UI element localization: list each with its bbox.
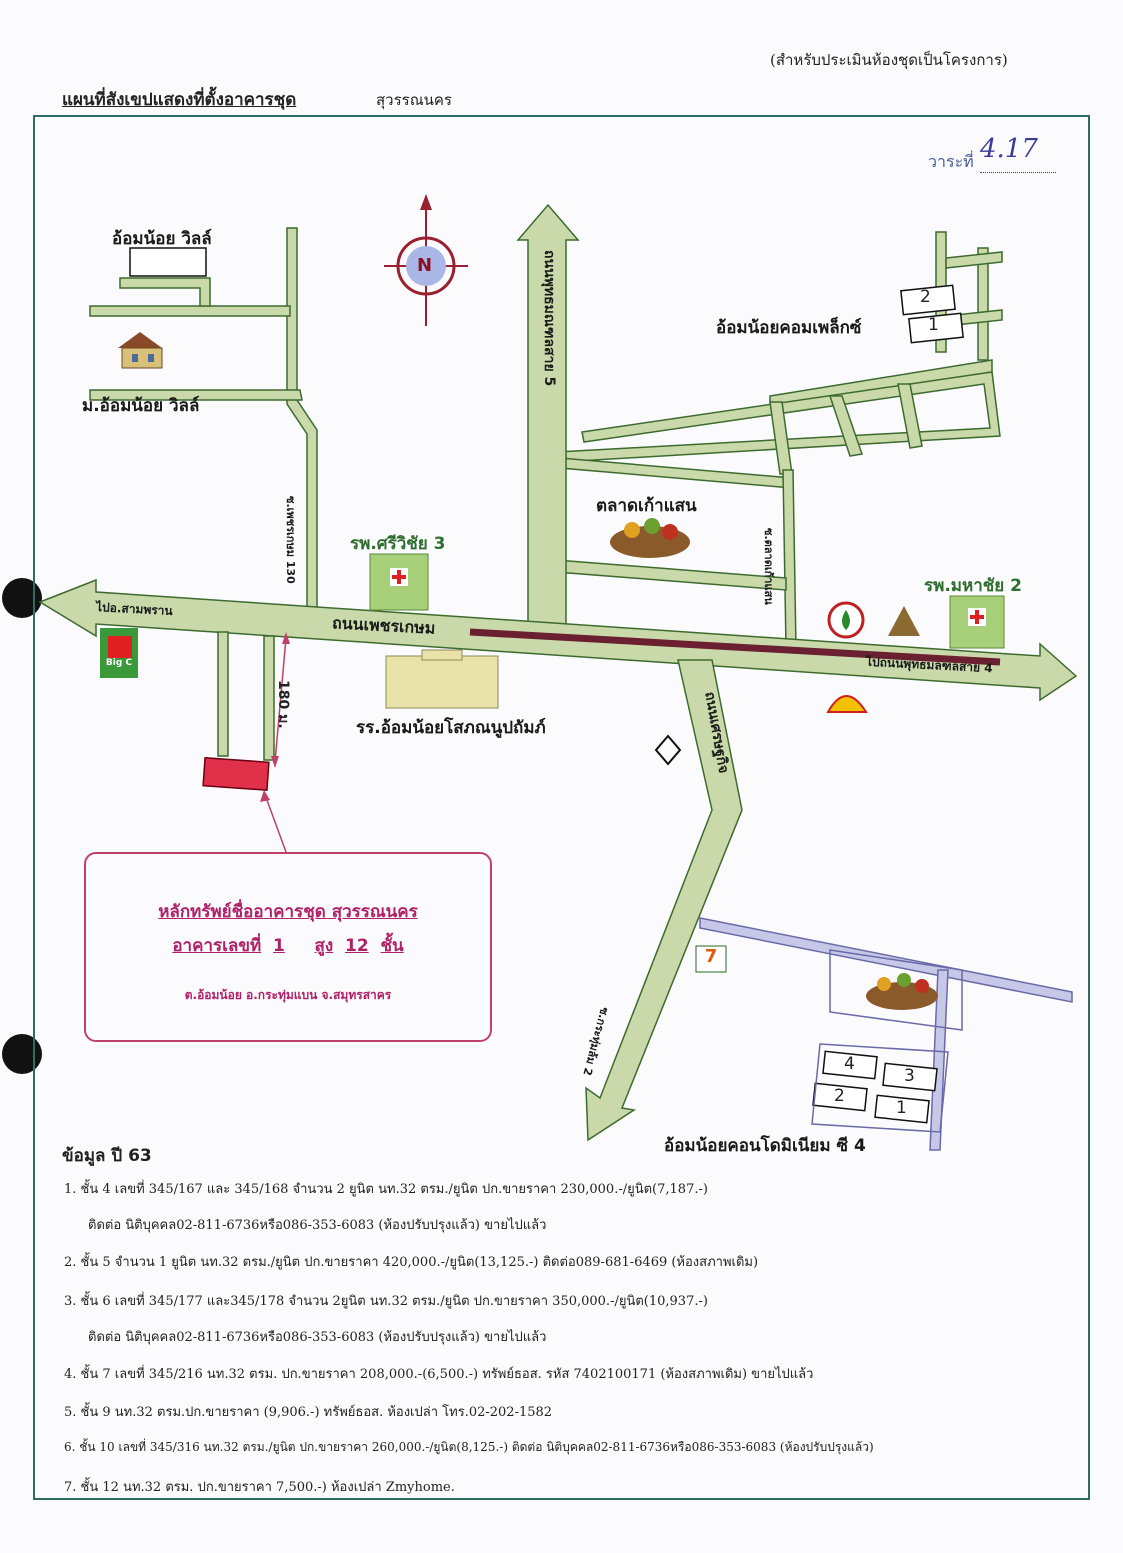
target-building: [203, 758, 269, 790]
label-condo: อ้อมน้อยคอนโดมิเนียม ซี 4: [664, 1136, 866, 1156]
shell-icon: [828, 696, 866, 712]
condo-number-3: 3: [904, 1066, 915, 1086]
callout-address: ต.อ้อมน้อย อ.กระทุ่มแบน จ.สมุทรสาคร: [184, 988, 392, 1002]
callout-pointer: [264, 792, 286, 852]
big-c-text: Big C: [105, 658, 133, 668]
project-name: สุวรรณนคร: [376, 91, 452, 109]
label-distance: 180 ม.: [275, 680, 291, 729]
complex-number-1: 1: [928, 315, 939, 335]
label-village-top: อ้อมน้อย วิลล์: [112, 229, 212, 249]
market-basket-icon: [610, 518, 690, 558]
road-market-cross: [556, 560, 786, 590]
village-top-box: [130, 248, 206, 276]
seven-eleven-text: 7: [704, 946, 718, 967]
info-line: 6. ชั้น 10 เลขที่ 345/316 นท.32 ตรม./ยูนิต ปก.ขายราคา 260,000.-/ยูนิต(8,125.-) ติดต่อ นิติบุคคล02-811-6736หรือ086-353-6083 (ห้องปรับปรุงแล้ว): [64, 1440, 874, 1454]
condo-number-4: 4: [844, 1054, 855, 1074]
compass-letter: N: [417, 255, 433, 276]
market-basket-icon: [866, 973, 938, 1010]
hospital-icon: [370, 554, 428, 610]
condo-number-1: 1: [896, 1098, 907, 1118]
info-line: 3. ชั้น 6 เลขที่ 345/177 และ345/178 จำนวน 2ยูนิต นท.32 ตรม./ยูนิต ปก.ขายราคา 350,000.-/ยูนิต(10,937.-): [64, 1294, 708, 1309]
info-line: ติดต่อ นิติบุคคล02-811-6736หรือ086-353-6083 (ห้องปรับปรุงแล้ว) ขายไปแล้ว: [88, 1330, 547, 1345]
road-target: [218, 632, 228, 756]
label-to-phutthamonthon: ไปถนนพุทธมลฑลสาย 4: [865, 654, 993, 676]
callout-height-label: สูง: [314, 936, 334, 956]
label-road-north: ถนนพุทธมณฑลสาย 5: [541, 250, 557, 387]
agenda-label: วาระที่: [928, 152, 974, 171]
label-soi-market: ซ.ตลาดเก้าแสน: [762, 528, 775, 605]
label-school: รร.อ้อมน้อยโสภณนูปถัมภ์: [356, 718, 546, 738]
info-line: 2. ชั้น 5 จำนวน 1 ยูนิต นท.32 ตรม./ยูนิต ปก.ขายราคา 420,000.-/ยูนิต(13,125.-) ติดต่อ089-681-6469 (ห้องสภาพเดิม): [64, 1255, 759, 1270]
bank-icon-2: [888, 606, 920, 636]
info-line: 5. ชั้น 9 นท.32 ตรม.ปก.ขายราคา (9,906.-) ทรัพย์ธอส. ห้องเปล่า โทร.02-202-1582: [64, 1405, 553, 1420]
agenda-number: 4.17: [980, 134, 1038, 164]
callout-building: [86, 932, 490, 959]
condo-number-2: 2: [834, 1086, 845, 1106]
callout-building-no: 1: [273, 936, 285, 956]
callout-title: หลักทรัพย์ชื่ออาคารชุด สุวรรณนคร: [158, 902, 418, 922]
road-village-2: [120, 278, 210, 306]
info-line: 1. ชั้น 4 เลขที่ 345/167 และ 345/168 จำนวน 2 ยูนิต นท.32 ตรม./ยูนิต ปก.ขายราคา 230,000.-/ยูนิต(7,187.-): [64, 1182, 708, 1197]
school-icon: [386, 650, 498, 708]
fuel-icon: [656, 736, 680, 764]
property-callout: [84, 852, 492, 1042]
label-hospital-1: รพ.ศรีวิชัย 3: [350, 534, 446, 554]
hospital-icon: [950, 596, 1004, 648]
label-road-south: ถนนเศรษฐกิจ: [701, 690, 732, 775]
road-network-e: [560, 458, 792, 488]
label-market: ตลาดเก้าแสน: [596, 496, 697, 516]
label-soi-south: ซ.กระทุ่มล้ม 2: [580, 1005, 612, 1077]
road-network-c: [830, 396, 862, 456]
label-hospital-2: รพ.มหาชัย 2: [924, 576, 1022, 596]
info-line: 4. ชั้น 7 เลขที่ 345/216 นท.32 ตรม. ปก.ขายราคา 208,000.-(6,500.-) ทรัพย์ธอส. รหัส 7402100171 (ห้องสภาพเดิม) ขายไปแล้ว: [64, 1367, 814, 1382]
info-line: ติดต่อ นิติบุคคล02-811-6736หรือ086-353-6083 (ห้องปรับปรุงแล้ว) ขายไปแล้ว: [88, 1218, 547, 1233]
callout-floors-unit: ชั้น: [380, 936, 404, 956]
callout-building-label: อาคารเลขที่: [172, 936, 262, 956]
road-soi-market: [783, 470, 796, 648]
callout-floors: 12: [345, 936, 369, 956]
label-soi-phetkasem: ซ.เพชรเกษม 130: [284, 496, 297, 584]
label-village: ม.อ้อมน้อย วิลล์: [82, 396, 200, 416]
house-icon: [118, 332, 162, 368]
info-title: ข้อมูล ปี 63: [62, 1146, 152, 1166]
info-line: 7. ชั้น 12 นท.32 ตรม. ปก.ขายราคา 7,500.-) ห้องเปล่า Zmyhome.: [64, 1480, 455, 1495]
road-complex-3: [946, 252, 1002, 268]
page-title: แผนที่สังเขปแสดงที่ตั้งอาคารชุด: [62, 90, 297, 110]
header-note: (สำหรับประเมินห้องชุดเป็นโครงการ): [770, 51, 1008, 69]
label-main-road: ถนนเพชรเกษม: [331, 613, 436, 638]
label-complex: อ้อมน้อยคอมเพล็กซ์: [716, 318, 862, 338]
complex-number-2: 2: [920, 287, 931, 307]
label-to-sampran: ไปอ.สามพราน: [95, 600, 174, 618]
road-village: [90, 306, 290, 316]
